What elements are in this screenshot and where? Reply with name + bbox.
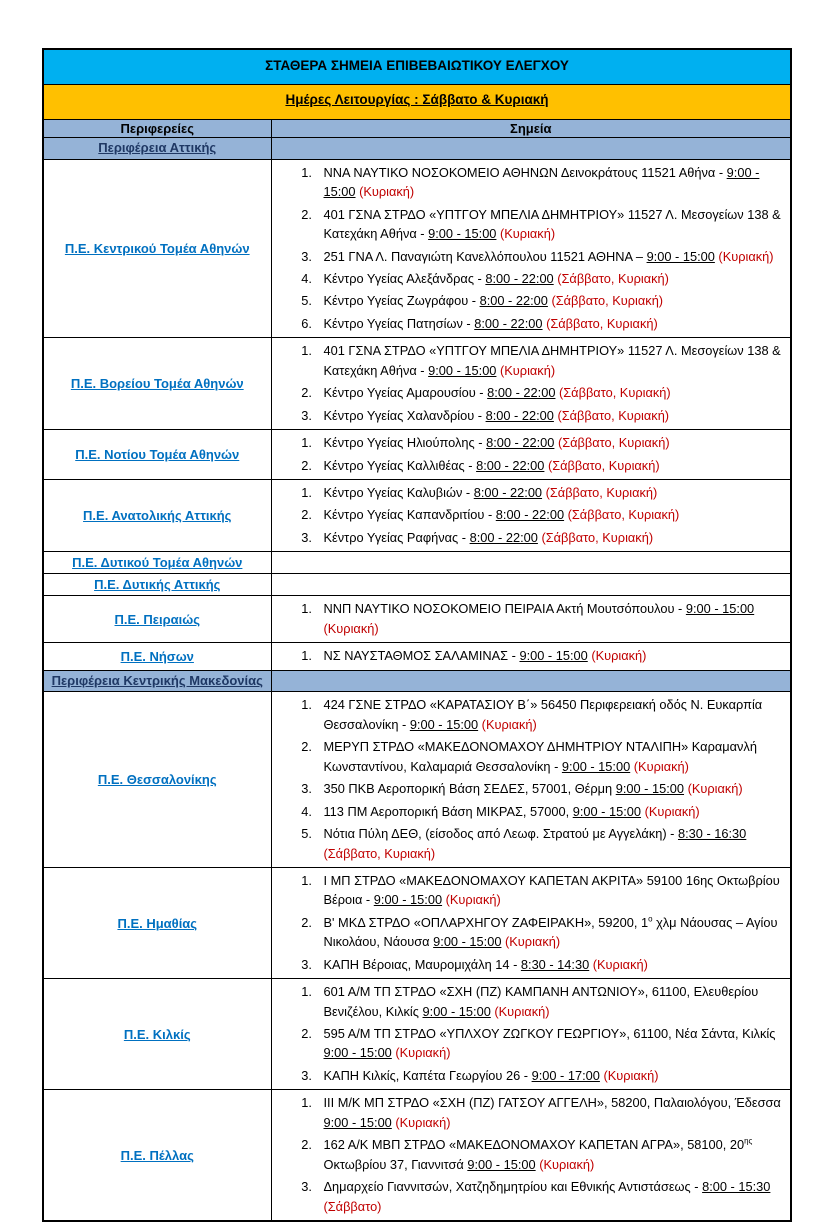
- region-name-text: Π.Ε. Πειραιώς: [114, 611, 200, 627]
- points-cell: [271, 979, 791, 1090]
- point-item: [316, 247, 785, 266]
- point-text-segment: Κέντρο Υγείας Καλυβιών -: [323, 484, 474, 500]
- point-text-segment: Κέντρο Υγείας Καπανδριτίου -: [323, 507, 496, 523]
- point-time-segment: 9:00 - 15:00: [615, 781, 685, 797]
- points-cell: [271, 643, 791, 670]
- point-item: [316, 406, 785, 425]
- column-header-row: [43, 120, 791, 138]
- point-day-segment: (Κυριακή): [630, 758, 689, 774]
- point-day-segment: (Κυριακή): [587, 648, 647, 664]
- point-text-segment: 162 Α/Κ ΜΒΠ ΣΤΡΔΟ «ΜΑΚΕΔΟΝΟΜΑΧΟΥ ΚΑΠΕΤΑΝ ΑΓΡΑ», 58100, 20: [323, 1137, 745, 1153]
- point-item: [316, 982, 785, 1021]
- point-time-segment: 9:00 - 15:00: [572, 803, 642, 819]
- point-day-segment: (Κυριακή): [589, 956, 648, 972]
- point-text-segment: ΝΝΠ ΝΑΥΤΙΚΟ ΝΟΣΟΚΟΜΕΙΟ ΠΕΙΡΑΙΑ Ακτή Μουτσόπουλου -: [323, 601, 686, 617]
- table-body: [43, 49, 791, 1221]
- point-time-segment: 9:00 - 15:00: [428, 226, 497, 242]
- subtitle-text: Ημέρες Λειτουργίας : Σάββατο & Κυριακή: [285, 92, 549, 107]
- region-name-text: Π.Ε. Ημαθίας: [117, 915, 198, 931]
- point-item: [316, 599, 785, 638]
- table-subtitle: [43, 85, 791, 120]
- point-day-segment: (Σάββατο): [323, 1198, 382, 1214]
- point-text-segment: 113 ΠΜ Αεροπορική Βάση ΜΙΚΡΑΣ, 57000,: [323, 803, 573, 819]
- region-row: [43, 867, 791, 978]
- point-time-segment: 8:30 - 16:30: [677, 826, 747, 842]
- points-list: [272, 646, 785, 665]
- point-day-segment: (Κυριακή): [391, 1045, 451, 1061]
- point-item: [316, 528, 785, 547]
- point-text-segment: Κέντρο Υγείας Αμαρουσίου -: [323, 385, 488, 401]
- point-item: [316, 779, 785, 798]
- point-day-segment: (Σάββατο, Κυριακή): [553, 271, 669, 287]
- points-list: [272, 163, 785, 334]
- checkpoints-table: [42, 48, 792, 1222]
- point-text-segment: Κέντρο Υγείας Ηλιούπολης -: [323, 435, 487, 451]
- point-item: [316, 205, 785, 244]
- point-time-segment: 9:00 - 15:00: [323, 1114, 392, 1130]
- points-list: [272, 982, 785, 1085]
- point-day-segment: (Κυριακή): [501, 934, 561, 950]
- column-header-points: Σημεία: [271, 120, 791, 138]
- region-name-cell: [43, 479, 271, 551]
- point-item: [316, 1024, 785, 1063]
- points-list: [272, 871, 785, 974]
- region-name-cell: [43, 596, 271, 643]
- region-name-cell: [43, 1090, 271, 1221]
- region-row: [43, 479, 791, 551]
- point-item: [316, 824, 785, 863]
- point-text-segment: χλμ Νάουσας – Αγίου Νικολάου, Νάουσα: [323, 914, 778, 950]
- point-time-segment: 8:00 - 22:00: [495, 507, 565, 523]
- point-text-segment: 251 ΓΝΑ Λ. Παναγιώτη Κανελλόπουλου 11521 ΑΘΗΝΑ –: [323, 248, 647, 264]
- point-item: [316, 737, 785, 776]
- region-row: [43, 979, 791, 1090]
- point-item: [316, 955, 785, 974]
- point-text-segment: 601 Α/Μ ΤΠ ΣΤΡΔΟ «ΣΧΗ (ΠΖ) ΚΑΜΠΑΝΗ ΑΝΤΩΝΙΟΥ», 61100, Ελευθερίου Βενιζέλου, Κιλκίς: [323, 984, 759, 1019]
- point-text-segment: Κέντρο Υγείας Χαλανδρίου -: [323, 407, 486, 423]
- point-time-segment: 8:00 - 22:00: [485, 271, 554, 287]
- points-cell: [271, 430, 791, 480]
- region-row: [43, 159, 791, 338]
- region-name-text: Π.Ε. Κεντρικού Τομέα Αθηνών: [64, 241, 250, 257]
- point-day-segment: (Κυριακή): [714, 248, 774, 264]
- point-day-segment: (Κυριακή): [478, 716, 537, 732]
- region-name-cell: [43, 574, 271, 596]
- region-name-text: Π.Ε. Ανατολικής Αττικής: [83, 508, 232, 524]
- point-item: [316, 433, 785, 452]
- point-text-segment: 350 ΠΚΒ Αεροπορική Βάση ΣΕΔΕΣ, 57001, Θέρμη: [323, 781, 616, 797]
- point-time-segment: 9:00 - 15:00: [373, 892, 443, 908]
- point-time-segment: 8:00 - 22:00: [473, 484, 543, 500]
- point-day-segment: (Σάββατο, Κυριακή): [542, 484, 658, 500]
- points-cell: [271, 552, 791, 574]
- point-time-segment: 9:00 - 15:00: [646, 248, 715, 264]
- point-day-segment: (Κυριακή): [490, 1003, 550, 1019]
- point-time-segment: 8:00 - 22:00: [485, 407, 554, 423]
- point-day-segment: (Κυριακή): [496, 362, 556, 378]
- point-text-segment: 401 ΓΣΝΑ ΣΤΡΔΟ «ΥΠΤΓΟΥ ΜΠΕΛΙΑ ΔΗΜΗΤΡΙΟΥ» 11527 Λ. Μεσογείων 138 & Κατεχάκη Αθήνα -: [323, 206, 781, 242]
- point-item: [316, 1093, 785, 1132]
- points-cell: [271, 596, 791, 643]
- point-time-segment: 9:00 - 15:00: [561, 758, 631, 774]
- region-name-text: Π.Ε. Νήσων: [120, 648, 194, 664]
- point-item: [316, 1135, 785, 1174]
- point-day-segment: (Σάββατο, Κυριακή): [323, 845, 436, 861]
- point-text-segment: Δημαρχείο Γιαννιτσών, Χατζηδημητρίου και Εθνικής Αντιστάσεως -: [323, 1179, 703, 1195]
- subtitle-row: [43, 85, 791, 120]
- point-time-segment: 9:00 - 15:00: [519, 648, 588, 664]
- points-cell: [271, 692, 791, 868]
- point-item: [316, 505, 785, 524]
- point-text-segment: ΚΑΠΗ Κιλκίς, Καπέτα Γεωργίου 26 -: [323, 1067, 532, 1083]
- region-row: [43, 596, 791, 643]
- points-list: [272, 341, 785, 425]
- point-time-segment: 9:00 - 15:00: [409, 716, 479, 732]
- region-name-cell: [43, 979, 271, 1090]
- point-item: [316, 695, 785, 734]
- point-day-segment: (Κυριακή): [684, 781, 743, 797]
- section-name-text: Περιφέρεια Αττικής: [98, 140, 217, 155]
- point-text-segment: ΙΙΙ Μ/Κ ΜΠ ΣΤΡΔΟ «ΣΧΗ (ΠΖ) ΓΑΤΣΟΥ ΑΓΓΕΛΗ», 58200, Παλαιολόγου, Έδεσσα: [323, 1095, 781, 1111]
- point-item: [316, 871, 785, 910]
- region-name-cell: [43, 430, 271, 480]
- section-name-text: Περιφέρεια Κεντρικής Μακεδονίας: [51, 672, 263, 688]
- point-time-segment: 9:00 - 15:00: [433, 934, 502, 950]
- points-cell: [271, 1090, 791, 1221]
- point-time-segment: 8:00 - 22:00: [474, 315, 543, 331]
- point-text-segment: Κέντρο Υγείας Ζωγράφου -: [323, 293, 480, 309]
- point-text-segment: ΚΑΠΗ Βέροιας, Μαυρομιχάλη 14 -: [323, 956, 521, 972]
- region-row: [43, 430, 791, 480]
- column-header-regions: Περιφερείες: [43, 120, 271, 138]
- point-text-segment: Β' ΜΚΔ ΣΤΡΔΟ «ΟΠΛΑΡΧΗΓΟΥ ΖΑΦΕΙΡΑΚΗ», 59200, 1: [323, 914, 649, 930]
- point-text-segment: ΝΝΑ ΝΑΥΤΙΚΟ ΝΟΣΟΚΟΜΕΙΟ ΑΘΗΝΩΝ Δεινοκράτους 11521 Αθήνα -: [323, 164, 727, 180]
- point-time-segment: 9:00 - 15:00: [422, 1003, 491, 1019]
- point-day-segment: (Κυριακή): [323, 620, 379, 636]
- point-day-segment: (Κυριακή): [391, 1114, 451, 1130]
- region-row: [43, 1090, 791, 1221]
- point-text-segment: ΜΕΡΥΠ ΣΤΡΔΟ «ΜΑΚΕΔΟΝΟΜΑΧΟΥ ΔΗΜΗΤΡΙΟΥ ΝΤΑΛΙΠΗ» Καραμανλή Κωνσταντίνου, Καλαμαριά Θεσσαλονίκη -: [323, 739, 757, 774]
- section-header-row: [43, 138, 791, 160]
- point-day-segment: (Σάββατο, Κυριακή): [547, 293, 664, 309]
- point-text-segment: Κέντρο Υγείας Πατησίων -: [323, 315, 475, 331]
- section-name: [43, 138, 271, 160]
- region-name-cell: [43, 338, 271, 430]
- point-sup-segment: ο: [648, 914, 653, 924]
- region-row: [43, 574, 791, 596]
- point-day-segment: (Σάββατο, Κυριακή): [555, 385, 671, 401]
- point-time-segment: 8:30 - 14:30: [520, 956, 590, 972]
- region-name-text: Π.Ε. Νοτίου Τομέα Αθηνών: [75, 447, 240, 463]
- point-day-segment: (Κυριακή): [442, 892, 501, 908]
- point-time-segment: 9:00 - 15:00: [467, 1156, 536, 1172]
- point-sup-segment: ης: [744, 1136, 753, 1146]
- point-time-segment: 8:00 - 22:00: [476, 457, 545, 473]
- point-time-segment: 9:00 - 15:00: [428, 362, 497, 378]
- region-name-text: Π.Ε. Δυτικού Τομέα Αθηνών: [72, 555, 243, 571]
- point-item: [316, 646, 785, 665]
- section-empty-cell: [271, 670, 791, 692]
- point-item: [316, 1066, 785, 1085]
- point-day-segment: (Κυριακή): [496, 226, 556, 242]
- point-item: [316, 383, 785, 402]
- title-row: [43, 49, 791, 85]
- point-text-segment: 424 ΓΣΝΕ ΣΤΡΔΟ «ΚΑΡΑΤΑΣΙΟΥ Β΄» 56450 Περιφερειακή οδός Ν. Ευκαρπία Θεσσαλονίκη -: [323, 697, 763, 732]
- points-list: [272, 1093, 785, 1216]
- point-text-segment: ΝΣ ΝΑΥΣΤΑΘΜΟΣ ΣΑΛΑΜΙΝΑΣ -: [323, 648, 520, 664]
- region-name-cell: [43, 159, 271, 338]
- point-text-segment: Ι ΜΠ ΣΤΡΔΟ «ΜΑΚΕΔΟΝΟΜΑΧΟΥ ΚΑΠΕΤΑΝ ΑΚΡΙΤΑ» 59100 16ης Οκτωβρίου Βέροια -: [323, 872, 780, 908]
- point-item: [316, 291, 785, 310]
- points-cell: [271, 479, 791, 551]
- region-name-text: Π.Ε. Δυτικής Αττικής: [94, 577, 221, 593]
- region-name-cell: [43, 643, 271, 670]
- point-text-segment: Κέντρο Υγείας Αλεξάνδρας -: [323, 271, 486, 287]
- point-item: [316, 269, 785, 288]
- point-item: [316, 314, 785, 333]
- point-text-segment: Οκτωβρίου 37, Γιαννιτσά: [323, 1156, 468, 1172]
- point-time-segment: 8:00 - 22:00: [469, 529, 538, 545]
- region-name-text: Π.Ε. Κιλκίς: [123, 1026, 191, 1042]
- point-text-segment: 401 ΓΣΝΑ ΣΤΡΔΟ «ΥΠΤΓΟΥ ΜΠΕΛΙΑ ΔΗΜΗΤΡΙΟΥ» 11527 Λ. Μεσογείων 138 & Κατεχάκη Αθήνα -: [323, 343, 781, 378]
- points-list: [272, 483, 785, 547]
- point-day-segment: (Κυριακή): [355, 184, 415, 200]
- point-time-segment: 9:00 - 15:00: [685, 601, 755, 617]
- region-name-text: Π.Ε. Θεσσαλονίκης: [97, 772, 217, 788]
- point-text-segment: Νότια Πύλη ΔΕΘ, (είσοδος από Λεωφ. Στρατού με Αγγελάκη) -: [323, 826, 678, 842]
- point-day-segment: (Σάββατο, Κυριακή): [553, 407, 670, 423]
- region-row: [43, 338, 791, 430]
- points-cell: [271, 159, 791, 338]
- point-item: [316, 913, 785, 952]
- point-text-segment: 595 Α/Μ ΤΠ ΣΤΡΔΟ «ΥΠΛΧΟΥ ΖΩΓΚΟΥ ΓΕΩΡΓΙΟΥ», 61100, Νέα Σάντα, Κιλκίς: [323, 1026, 776, 1041]
- point-item: [316, 1177, 785, 1216]
- points-cell: [271, 574, 791, 596]
- point-day-segment: (Σάββατο, Κυριακή): [564, 507, 680, 523]
- point-item: [316, 341, 785, 380]
- points-list: [272, 433, 785, 475]
- points-cell: [271, 867, 791, 978]
- point-time-segment: 8:00 - 22:00: [486, 435, 555, 451]
- point-item: [316, 802, 785, 821]
- region-name-text: Π.Ε. Πέλλας: [120, 1147, 194, 1163]
- point-text-segment: Κέντρο Υγείας Ραφήνας -: [323, 529, 470, 545]
- point-item: [316, 483, 785, 502]
- point-day-segment: (Σάββατο, Κυριακή): [544, 457, 660, 473]
- point-time-segment: 9:00 - 15:00: [323, 164, 760, 200]
- points-list: [272, 695, 785, 863]
- region-row: [43, 552, 791, 574]
- section-empty-cell: [271, 138, 791, 160]
- point-time-segment: 9:00 - 17:00: [531, 1067, 600, 1083]
- point-time-segment: 8:00 - 22:00: [487, 385, 556, 401]
- point-day-segment: (Σάββατο, Κυριακή): [554, 435, 670, 451]
- point-item: [316, 456, 785, 475]
- point-day-segment: (Σάββατο, Κυριακή): [537, 529, 654, 545]
- point-text-segment: Κέντρο Υγείας Καλλιθέας -: [323, 457, 477, 473]
- point-time-segment: 8:00 - 15:30: [702, 1179, 771, 1195]
- point-day-segment: (Κυριακή): [641, 803, 700, 819]
- points-list: [272, 599, 785, 638]
- section-name: [43, 670, 271, 692]
- table-title: ΣΤΑΘΕΡΑ ΣΗΜΕΙΑ ΕΠΙΒΕΒΑΙΩΤΙΚΟΥ ΕΛΕΓΧΟΥ: [43, 49, 791, 85]
- point-day-segment: (Κυριακή): [535, 1156, 595, 1172]
- region-name-cell: [43, 867, 271, 978]
- point-time-segment: 8:00 - 22:00: [479, 293, 548, 309]
- section-header-row: [43, 670, 791, 692]
- region-row: [43, 643, 791, 670]
- region-name-text: Π.Ε. Βορείου Τομέα Αθηνών: [70, 376, 244, 392]
- region-row: [43, 692, 791, 868]
- region-name-cell: [43, 552, 271, 574]
- points-cell: [271, 338, 791, 430]
- region-name-cell: [43, 692, 271, 868]
- point-day-segment: (Κυριακή): [599, 1067, 659, 1083]
- point-item: [316, 163, 785, 202]
- point-day-segment: (Σάββατο, Κυριακή): [542, 315, 658, 331]
- point-time-segment: 9:00 - 15:00: [323, 1045, 392, 1061]
